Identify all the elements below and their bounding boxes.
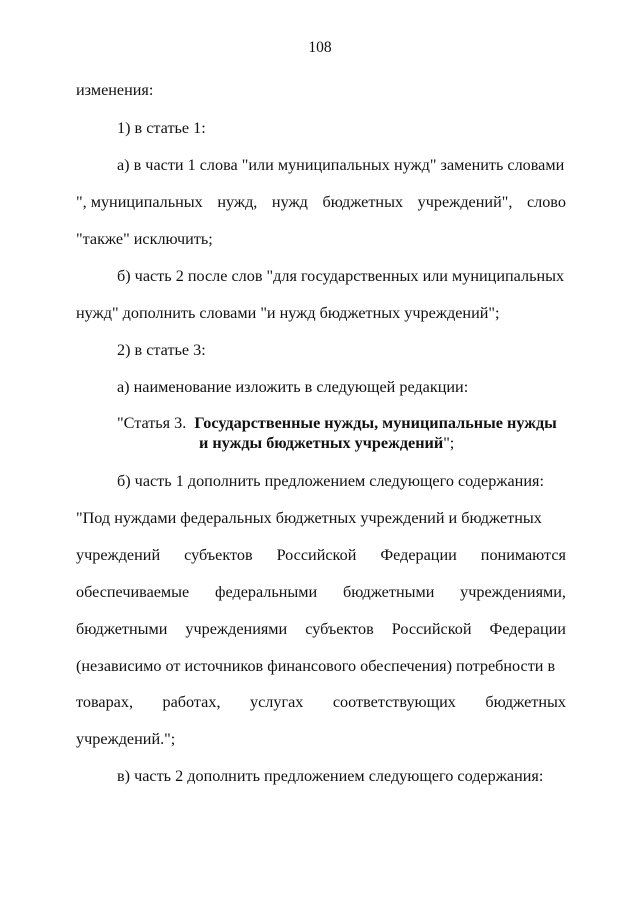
text-line: учреждений."; (76, 730, 176, 748)
text-line: 1) в статье 1: (117, 119, 206, 137)
justified-line (76, 192, 566, 212)
word: субъектов (305, 620, 374, 638)
word: субъектов (184, 546, 253, 564)
text-line: "также" исключить; (76, 230, 213, 248)
article-heading-line (117, 413, 557, 433)
word: услугах (250, 693, 304, 711)
text-line: 2) в статье 3: (117, 341, 206, 359)
word: учреждений", (417, 193, 513, 211)
word: федеральными (215, 583, 318, 601)
justified-line (76, 582, 566, 602)
word: Федерации (380, 546, 457, 564)
word: слово (526, 193, 566, 211)
article-title: Государственные нужды, муниципальные нужды (194, 414, 557, 432)
word: товарах, (76, 693, 133, 711)
justified-line (76, 692, 566, 712)
word: бюджетных (485, 693, 566, 711)
word: бюджетными (342, 583, 435, 601)
word: работах, (162, 693, 221, 711)
text-line: "Под нуждами федеральных бюджетных учреждений и бюджетных (76, 509, 542, 527)
word: соответствующих (332, 693, 456, 711)
text-line: б) часть 1 дополнить предложением следующего содержания: (117, 472, 544, 490)
page-number: 108 (308, 39, 332, 56)
word: учреждениями (185, 620, 288, 638)
word: нужд, (217, 193, 258, 211)
article-title: и нужды бюджетных учреждений (199, 434, 444, 452)
word: Российской (276, 546, 357, 564)
text-line: (независимо от источников финансового обеспечения) потребности в (76, 657, 556, 675)
word: нужд (271, 193, 308, 211)
justified-line (76, 619, 566, 639)
article-suffix: "; (443, 434, 455, 452)
text-line: б) часть 2 после слов "для государственных или муниципальных (117, 267, 565, 285)
word: ", муниципальных (76, 193, 203, 211)
text-line: изменения: (76, 81, 154, 99)
justified-line (76, 545, 566, 565)
text-line: а) в части 1 слова "или муниципальных нужд" заменить словами (117, 156, 565, 174)
text-line: нужд" дополнить словами "и нужд бюджетных учреждений"; (76, 304, 500, 322)
word: бюджетных (322, 193, 404, 211)
article-prefix: "Статья 3. (117, 414, 187, 432)
word: учреждений (76, 546, 161, 564)
word: бюджетными (76, 620, 168, 638)
word: Российской (391, 620, 472, 638)
article-heading-line (199, 433, 454, 453)
word: Федерации (489, 620, 566, 638)
word: обеспечиваемые (76, 583, 190, 601)
text-line: в) часть 2 дополнить предложением следующего содержания: (117, 767, 544, 785)
word: понимаются (480, 546, 566, 564)
word: учреждениями, (460, 583, 566, 601)
text-line: а) наименование изложить в следующей редакции: (117, 378, 469, 396)
